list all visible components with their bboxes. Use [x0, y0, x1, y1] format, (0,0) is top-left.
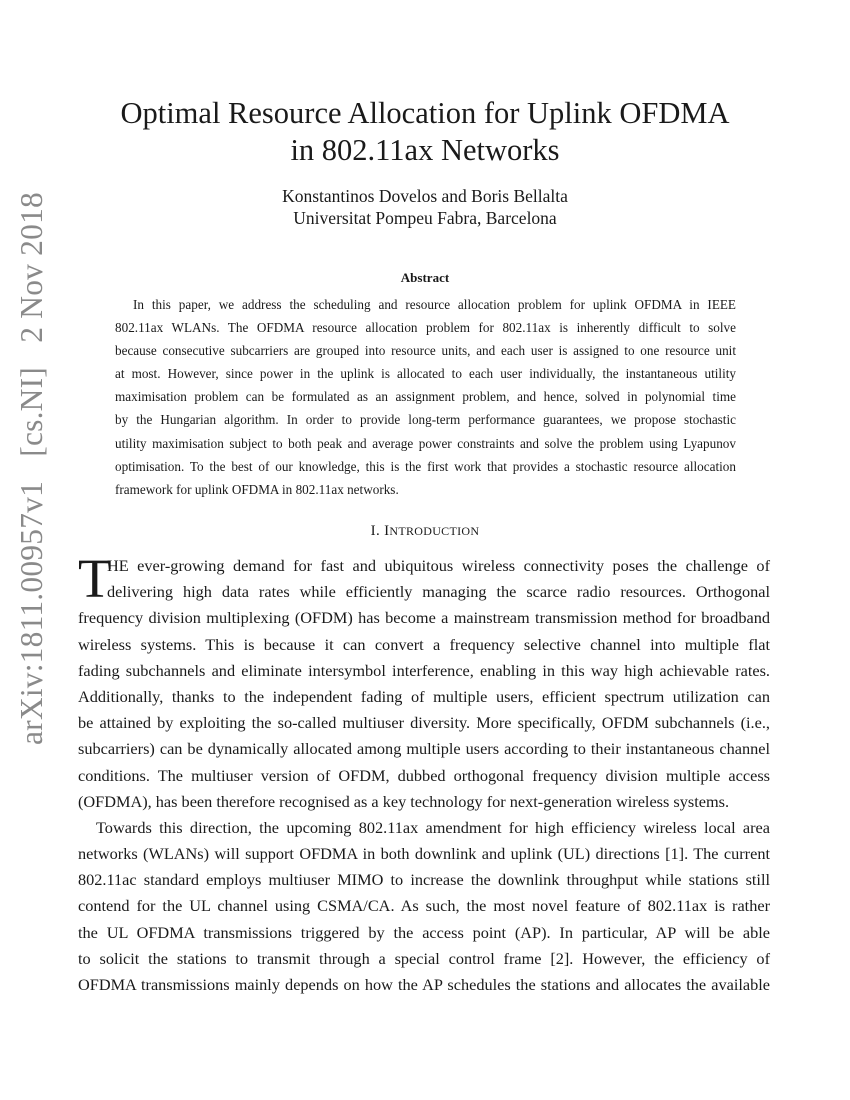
title-line-2: in 802.11ax Networks [290, 133, 560, 167]
body-text [78, 548, 770, 998]
body-line: (OFDMA), has been therefore recognised as a key technology for next-generation wireless systems. [78, 791, 730, 811]
arxiv-id: arXiv:1811.00957v1 [14, 480, 49, 745]
abstract-line: In this paper, we address the scheduling and resource allocation problem for uplink OFDMA in IEEE [133, 297, 736, 312]
body-line: networks (WLANs) will support OFDMA in both downlink and uplink (UL) directions [1]. The current [78, 844, 770, 864]
abstract-heading: Abstract [400, 270, 450, 285]
drop-cap: T [78, 548, 112, 609]
body-line: Towards this direction, the upcoming 802.11ax amendment for high efficiency wireless local area [96, 817, 770, 837]
abstract-line: 802.11ax WLANs. The OFDMA resource allocation problem for 802.11ax is inherently difficult to solve [115, 320, 736, 336]
body-line: be attained by exploiting the so-called multiuser diversity. More specifically, OFDM subchannels (i.e., [78, 713, 770, 733]
body-line: to solicit the stations to transmit through a special control frame [2]. However, the efficiency of [78, 948, 770, 968]
abstract-line: utility maximisation subject to both peak and average power constraints and solve the problem using Lyapunov [115, 435, 736, 451]
body-line: HE ever-growing demand for fast and ubiquitous wireless connectivity poses the challenge of [107, 556, 770, 575]
body-line: conditions. The multiuser version of OFDM, dubbed orthogonal frequency division multiple access [78, 765, 770, 785]
abstract-line: optimisation. To the best of our knowledge, this is the first work that provides a stochastic resource allocation [115, 458, 736, 474]
abstract-line: at most. However, since power in the uplink is allocated to each user individually, the instantaneous utility [115, 366, 736, 382]
section-first-letter: I [384, 523, 390, 539]
body-line: delivering high data rates while efficiently managing the scarce radio resources. Orthogonal [107, 582, 770, 602]
arxiv-category: [cs.NI] [14, 367, 49, 457]
section-number: I. [370, 523, 381, 539]
body-line: OFDMA transmissions mainly depends on how the AP schedules the stations and allocates the available [78, 975, 770, 994]
abstract-line: by the Hungarian algorithm. In order to provide long-term performance guarantees, we propose stochastic [115, 412, 736, 428]
body-line: frequency division multiplexing (OFDM) has become a mainstream transmission method for broadband [78, 608, 770, 628]
body-line: Additionally, thanks to the independent fading of multiple users, efficient spectrum utilization can [78, 686, 770, 706]
author-names: Konstantinos Dovelos and Boris Bellalta [282, 186, 568, 206]
section-heading [0, 523, 850, 540]
body-line: fading subchannels and eliminate intersymbol interference, enabling in this way high achievable rates. [78, 660, 770, 680]
body-line: wireless systems. This is because it can convert a frequency selective channel into multiple flat [78, 634, 770, 654]
body-line: subcarriers) can be dynamically allocated among multiple users according to their instantaneous channel [78, 739, 770, 759]
arxiv-stamp [14, 192, 50, 745]
title-line-1: Optimal Resource Allocation for Uplink OFDMA [120, 96, 730, 130]
body-line: the UL OFDMA transmissions triggered by the access point (AP). In particular, AP will be able [78, 922, 770, 942]
abstract-line: because consecutive subcarriers are grouped into resource units, and each user is assigned to one resource unit [115, 343, 736, 359]
abstract-line: framework for uplink OFDMA in 802.11ax networks. [115, 481, 399, 497]
abstract-line: maximisation problem can be formulated as an assignment problem, and hence, solved in polynomial time [115, 389, 736, 405]
author-block [0, 185, 850, 229]
section-rest: NTRODUCTION [389, 524, 480, 538]
abstract-body [115, 293, 736, 501]
author-affiliation: Universitat Pompeu Fabra, Barcelona [293, 208, 557, 228]
arxiv-date: 2 Nov 2018 [14, 192, 49, 343]
paper-title [0, 95, 850, 169]
body-line: contend for the UL channel using CSMA/CA. As such, the most novel feature of 802.11ax is rather [78, 896, 770, 916]
body-line: 802.11ac standard employs multiuser MIMO to increase the downlink throughput while stations still [78, 870, 770, 890]
